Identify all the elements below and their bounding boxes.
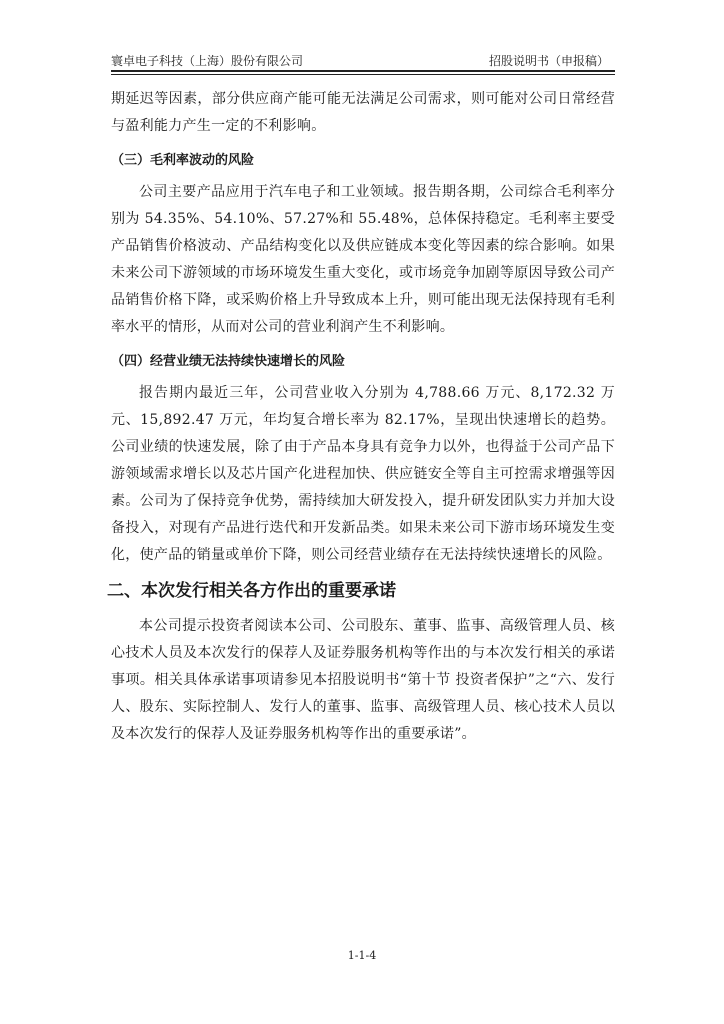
- section-2-heading: 二、本次发行相关各方作出的重要承诺: [107, 581, 396, 601]
- risk-4-heading: （四）经营业绩无法持续快速增长的风险: [111, 354, 346, 369]
- header-company-name: 寰卓电子科技（上海）股份有限公司: [111, 54, 304, 68]
- section-2-paragraph: 本公司提示投资者阅读本公司、公司股东、董事、监事、高级管理人员、核心技术人员及本次发行的保荐人及证券服务机构等作出的与本次发行相关的承诺事项。相关具体承诺事项请参见本招股说明书“第十节 投资者保护”之“六、发行人、股东、实际控制人、发行人的董事、监事、高级管理人员、核心技术人员以及本次发行的保荐人及证券服务机构等作出的重要承诺”。: [111, 618, 615, 742]
- risk-3-paragraph: 公司主要产品应用于汽车电子和工业领域。报告期各期，公司综合毛利率分别为 54.35%、54.10%、57.27%和 55.48%，总体保持稳定。毛利率主要受产品销售价格波动、产品结构变化以及供应链成本变化等因素的综合影响。如果未来公司下游领域的市场环境发生重大变化，或市场竞争加剧等原因导致公司产品销售价格下降，或采购价格上升导致成本上升，则可能出现无法保持现有毛利率水平的情形，从而对公司的营业利润产生不利影响。: [111, 184, 615, 335]
- risk-4-paragraph: 报告期内最近三年，公司营业收入分别为 4,788.66 万元、8,172.32 万元、15,892.47 万元，年均复合增长率为 82.17%，呈现出快速增长的趋势。公司业绩的快速发展，除了由于产品本身具有竞争力以外，也得益于公司产品下游领域需求增长以及芯片国产化进程加快、供应链安全等自主可控需求增强等因素。公司为了保持竞争优势，需持续加大研发投入，提升研发团队实力并加大设备投入，对现有产品进行迭代和开发新品类。如果未来公司下游市场环境发生变化，使产品的销量或单价下降，则公司经营业绩存在无法持续快速增长的风险。: [111, 385, 615, 563]
- page-number: 1-1-4: [347, 949, 377, 962]
- risk-3-heading: （三）毛利率波动的风险: [111, 153, 255, 168]
- page-header: [111, 52, 615, 72]
- document-body: [107, 86, 615, 748]
- intro-paragraph: 期延迟等因素，部分供应商产能可能无法满足公司需求，则可能对公司日常经营与盈利能力产生一定的不利影响。: [111, 91, 615, 134]
- header-document-title: 招股说明书（申报稿）: [488, 54, 609, 68]
